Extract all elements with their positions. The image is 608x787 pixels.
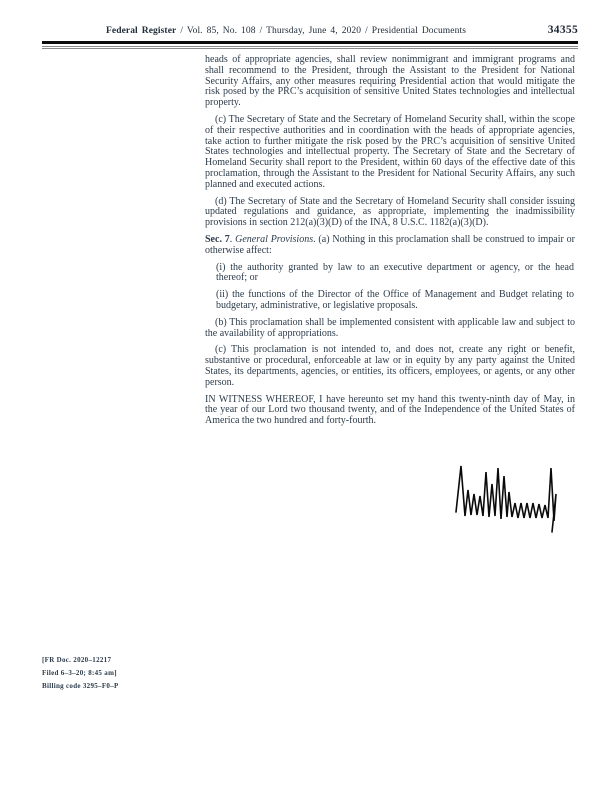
journal-title: Federal Register <box>105 26 177 36</box>
header-rule-gray <box>42 46 578 49</box>
signature-icon <box>448 458 574 536</box>
paragraph-c-no-rights: (c) This proclamation is not intended to, and does not, create any right or benefit, substantive or procedural, enforceable at law or in equity by any party against the United States, its departments, agencies, or entities, its officers, employees, or agents, or any other person. <box>205 344 575 388</box>
header-rule-black <box>42 41 578 44</box>
paragraph-i-authority: (i) the authority granted by law to an executive department or agency, or the head thereof; or <box>216 261 574 284</box>
fr-doc-number: [FR Doc. 2020–12217 <box>42 656 112 664</box>
paragraph-in-witness: IN WITNESS WHEREOF, I have hereunto set my hand this twenty-ninth day of May, in the year of our Lord two thousand twenty, and of the Independence of the United States of America the two hundred and forty-fourth. <box>205 393 575 427</box>
paragraph-ii-omb: (ii) the functions of the Director of the Office of Management and Budget relating to budgetary, administrative, or legislative proposals. <box>216 289 574 311</box>
sec7-label: Sec. 7 <box>205 233 230 245</box>
paragraph-c-secretaries: (c) The Secretary of State and the Secretary of Homeland Security shall, within the scope of their respective authorities and in coordination with the heads of appropriate agencies, take action to further mitigate the risk posed by the PRC’s acquisition of sensitive United States technologies and intellectual property. The Secretary of State and the Secretary of Homeland Security shall report to the President, within 60 days of the effective date of this proclamation, through the Assistant to the President for National Security Affairs, any such planned and executed actions. <box>205 113 575 190</box>
paragraph-d-regulations: (d) The Secretary of State and the Secretary of Homeland Security shall consider issuing updated regulations and guidance, as appropriate, implementing the inadmissibility provisions in section 212(a)(3)(D) of the INA, 8 U.S.C. 1182(a)(3)(D). <box>205 195 575 229</box>
sec7-rest: . (a) Nothing in this proclamation shall be construed to impair or otherwise affect: <box>205 233 575 256</box>
fr-doc-footer <box>42 654 119 693</box>
filed-date: Filed 6–3–20; 8:45 am] <box>42 669 117 677</box>
paragraph-b-implementation: (b) This proclamation shall be implemented consistent with applicable law and subject to the availability of appropriations. <box>205 316 575 339</box>
paragraph-sec7 <box>205 235 575 257</box>
sec7-title: General Provisions <box>235 233 314 245</box>
presidential-signature <box>448 458 574 536</box>
issue-info: / Vol. 85, No. 108 / Thursday, June 4, 2020 / Presidential Documents <box>176 26 467 36</box>
running-head-text <box>42 26 530 36</box>
billing-code: Billing code 3295–F0–P <box>42 682 119 690</box>
sec7-separator: . <box>229 233 236 245</box>
running-head <box>42 26 578 39</box>
paragraph-continuation: heads of appropriate agencies, shall review nonimmigrant and immigrant programs and shall recommend to the President, through the Assistant to the President for National Security Affairs, any other measures requiring Presidential action that would mitigate the risk posed by the PRC’s acquisition of sensitive United States technologies and intellectual property. <box>205 54 575 109</box>
page-number: 34355 <box>547 24 578 36</box>
text-column <box>205 55 575 433</box>
